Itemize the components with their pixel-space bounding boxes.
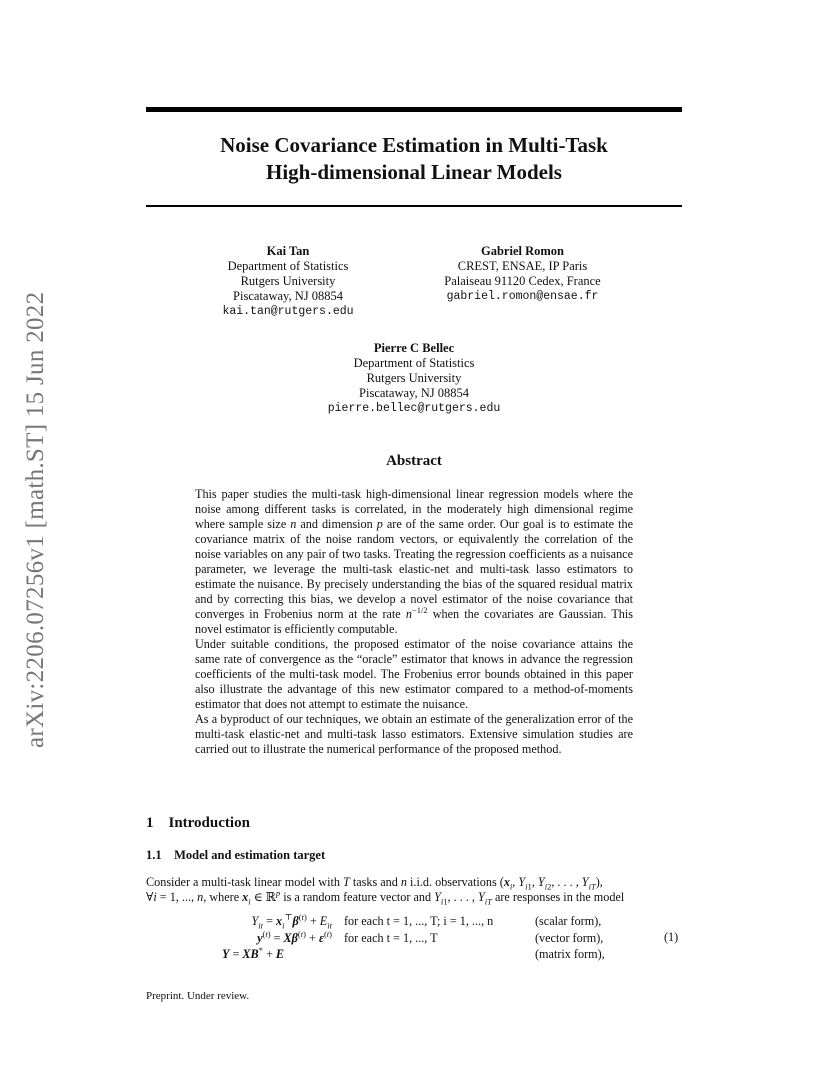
title-line-2: High-dimensional Linear Models: [266, 160, 562, 184]
author-email[interactable]: pierre.bellec@rutgers.edu: [327, 402, 501, 415]
section-heading: 1 Introduction: [146, 815, 250, 831]
footer-note: Preprint. Under review.: [146, 990, 250, 1002]
author-name: Gabriel Romon: [481, 244, 564, 258]
author-dept: Department of Statistics: [227, 259, 349, 273]
arxiv-identifier: arXiv:2206.07256v1 [math.ST] 15 Jun 2022: [22, 291, 49, 748]
author-address: Piscataway, NJ 08854: [359, 386, 469, 400]
paper-title: [146, 132, 682, 186]
author-name: Kai Tan: [266, 244, 310, 258]
equation-form-label: (scalar form),: [535, 914, 602, 928]
abstract-paragraph-1: This paper studies the multi-task high-dimensional linear regression models where the noise among different tasks is correlated, in the moderately high dimensional regime where sample size n and dimension p are of the same order. Our goal is to estimate the covariance matrix of the noise random vectors, or equivalently the correlation of the noise variables on any pair of two tasks. Treating the regression coefficients as a nuisance parameter, we leverage the multi-task elastic-net and multi-task lasso estimators to estimate the nuisance. By precisely understanding the bias of the squared residual matrix and by correcting this bias, we develop a novel estimator of the noise covariance that converges in Frobenius norm at the rate $n^{-1/2}$ when the covariates are Gaussian. This novel estimator is efficiently computable.: [195, 487, 633, 636]
top-rule: [146, 107, 682, 112]
author-address: Piscataway, NJ 08854: [233, 289, 343, 303]
title-rule: [146, 205, 682, 207]
equation-form-label: (matrix form),: [535, 947, 605, 961]
intro-paragraph: Consider a multi-task linear model with T tasks and n i.i.d. observations ($x_i$, $Y_{i1}$, $Y_{i2}$, . . . , $Y_{iT}$), ∀i = 1, ..., n, where $x_i$ ∈ ℝ$^p$ is a random feature vector and $Y_{i1}$, . . . , $Y_{iT}$ are responses in the model: [146, 875, 625, 907]
equation-condition: for each t = 1, ..., T: [344, 930, 438, 945]
equation-forms: [535, 913, 605, 963]
author-email[interactable]: kai.tan@rutgers.edu: [222, 305, 354, 318]
subsection-heading: 1.1 Model and estimation target: [146, 848, 326, 862]
equation-conditions: [344, 913, 493, 946]
author-org: Palaiseau 91120 Cedex, France: [444, 274, 601, 288]
author-dept: CREST, ENSAE, IP Paris: [457, 259, 588, 273]
author-dept: Department of Statistics: [353, 356, 475, 370]
abstract-body: [195, 487, 633, 757]
abstract-paragraph-3: As a byproduct of our techniques, we obtain an estimate of the generalization error of the multi-task elastic-net and multi-task lasso estimators. Extensive simulation studies are carried out to illustrate the numerical performance of the proposed method.: [195, 712, 633, 756]
abstract-paragraph-2: Under suitable conditions, the proposed estimator of the noise covariance attains the same rate of convergence as the “oracle” estimator that knows in advance the regression coefficients of the multi-task model. The Frobenius error bounds obtained in this paper also illustrate the advantage of this new estimator compared to a method-of-moments estimator that does not attempt to estimate the nuisance.: [195, 637, 633, 711]
abstract-heading: Abstract: [386, 453, 442, 469]
author-block-3: [314, 341, 514, 416]
author-email[interactable]: gabriel.romon@ensae.fr: [446, 290, 599, 303]
title-line-1: Noise Covariance Estimation in Multi-Task: [220, 133, 608, 157]
equation-form-label: (vector form),: [535, 930, 604, 945]
equation-lhs-rhs: $Y_{it} = x_i^⊤\beta^{(t)} + E_{it}$ $y^{(t)} = X\beta^{(t)} + \varepsilon^{(t)}$ Y = XB* + E: [222, 911, 332, 961]
author-org: Rutgers University: [240, 274, 336, 288]
equation-condition: for each t = 1, ..., T; i = 1, ..., n: [344, 914, 494, 928]
author-block-2: [420, 244, 625, 304]
author-block-1: [208, 244, 368, 319]
equation-number: (1): [664, 930, 679, 944]
author-name: Pierre C Bellec: [373, 341, 455, 355]
author-org: Rutgers University: [366, 371, 462, 385]
